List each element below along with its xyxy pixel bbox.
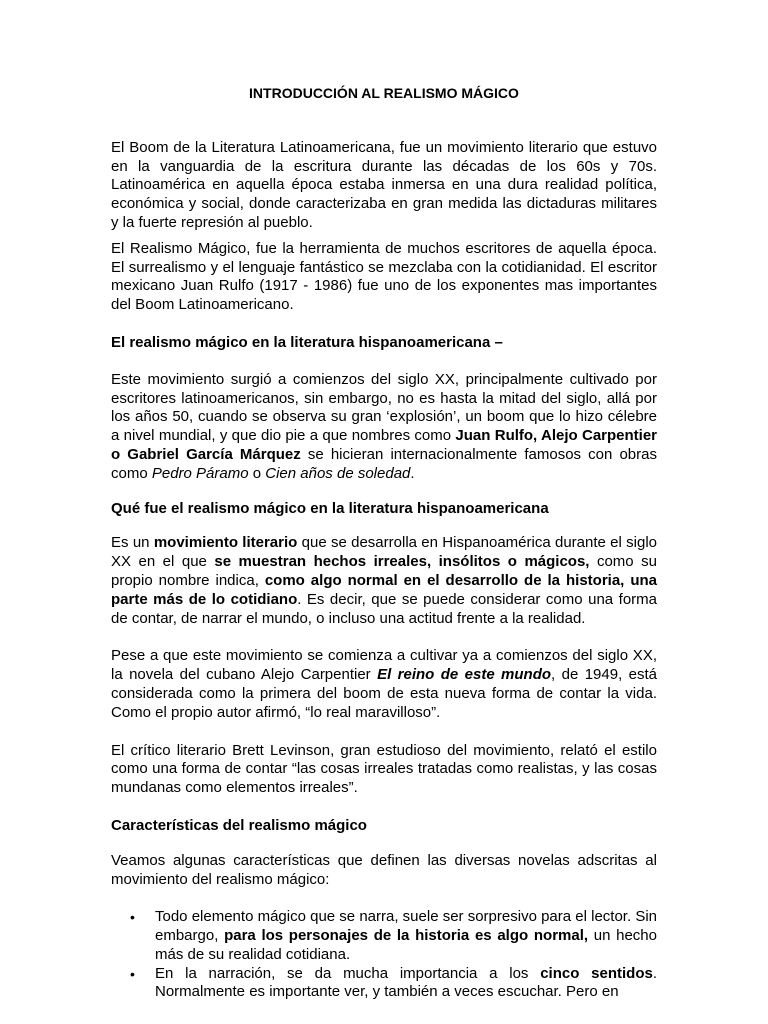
book-title-reino: El reino de este mundo xyxy=(377,666,552,684)
bullet-icon: • xyxy=(130,965,135,982)
emphasis-text: para los personajes de la historia es algo normal, xyxy=(224,927,589,945)
section3-paragraph-1: Veamos algunas características que definen las diversas novelas adscritas al movimiento del realismo mágico: xyxy=(111,851,657,888)
section2-paragraph-2 xyxy=(111,647,657,722)
text-run: . Normalmente es importante ver, y también a veces escuchar. Pero en xyxy=(155,964,657,1001)
document-title: INTRODUCCIÓN AL REALISMO MÁGICO xyxy=(249,85,519,101)
section-heading-realismo-hispanoamericano: El realismo mágico en la literatura hispanoamericana – xyxy=(111,333,503,351)
intro-paragraph-2: El Realismo Mágico, fue la herramienta de muchos escritores de aquella época. El surrealismo y el lenguaje fantástico se mezclaba con la cotidianidad. El escritor mexicano Juan Rulfo (1917 - 1986) fue uno de los exponentes mas importantes del Boom Latinoamericano. xyxy=(111,239,657,314)
book-title-pedro-paramo: Pedro Páramo xyxy=(151,464,249,482)
section-heading-caracteristicas: Características del realismo mágico xyxy=(111,816,367,834)
text-run: se hicieran internacionalmente famosos con obras como xyxy=(111,445,657,482)
section1-paragraph-1 xyxy=(111,371,657,484)
text-run: Pese a que este movimiento se comienza a cultivar ya a comienzos del siglo XX, la novela del cubano Alejo Carpentier xyxy=(111,647,657,684)
text-run: Todo elemento mágico que se narra, suele ser sorpresivo para el lector. Sin embargo, xyxy=(155,908,657,945)
emphasis-text: cinco sentidos xyxy=(540,964,653,982)
list-item xyxy=(111,908,657,964)
text-run: . Es decir, que se puede considerar como una forma de contar, de narrar el mundo, o incluso una actitud frente a la realidad. xyxy=(111,590,657,627)
text-run: como su propio nombre indica, xyxy=(111,553,657,589)
list-item xyxy=(111,965,657,1003)
section2-paragraph-3: El crítico literario Brett Levinson, gran estudioso del movimiento, relató el estilo como una forma de contar “las cosas irreales tratadas como realistas, y las cosas mundanas como elementos irreales”. xyxy=(111,741,657,797)
emphasis-text: se muestran hechos irreales, insólitos o mágicos, xyxy=(214,553,590,571)
text-run: Es un xyxy=(111,534,154,552)
section-heading-que-fue: Qué fue el realismo mágico en la literatura hispanoamericana xyxy=(111,499,549,517)
document-page xyxy=(111,84,657,1002)
text-run: que se desarrolla en Hispanoamérica durante el siglo XX en el que xyxy=(111,534,657,571)
text-run: un hecho más de su realidad cotidiana. xyxy=(155,927,657,963)
text-run: . xyxy=(410,464,415,482)
author-names: Juan Rulfo, Alejo Carpentier o Gabriel García Márquez xyxy=(111,427,658,463)
bullet-icon: • xyxy=(130,909,135,926)
characteristics-list xyxy=(111,908,657,1002)
text-run: En la narración, se da mucha importancia a los xyxy=(155,964,541,982)
emphasis-text: movimiento literario xyxy=(153,534,298,552)
intro-paragraph-1: El Boom de la Literatura Latinoamericana, fue un movimiento literario que estuvo en la vanguardia de la escritura durante las décadas de los 60s y 70s. Latinoamérica en aquella época estaba inmersa en una dura realidad política, económica y social, donde caracterizaba en gran medida las dictaduras militares y la fuerte represión al pueblo. xyxy=(111,138,657,231)
section2-paragraph-1 xyxy=(111,534,657,628)
book-title-cien-anos: Cien años de soledad xyxy=(265,464,411,482)
text-run: Este movimiento surgió a comienzos del siglo XX, principalmente cultivado por escritores latinoamericanos, sin embargo, no es hasta la mitad del siglo, allá por los años 50, cuando se observa su gran ‘explosión’, un boom que lo hizo célebre a nivel mundial, y que dio pie a que nombres como xyxy=(111,370,657,445)
text-run: , de 1949, está considerada como la primera del boom de esta nueva forma de contar la vida. Como el propio autor afirmó, “lo real maravilloso”. xyxy=(111,666,657,721)
emphasis-text: como algo normal en el desarrollo de la historia, una parte más de lo cotidiano xyxy=(111,571,657,608)
text-run: o xyxy=(248,464,266,482)
